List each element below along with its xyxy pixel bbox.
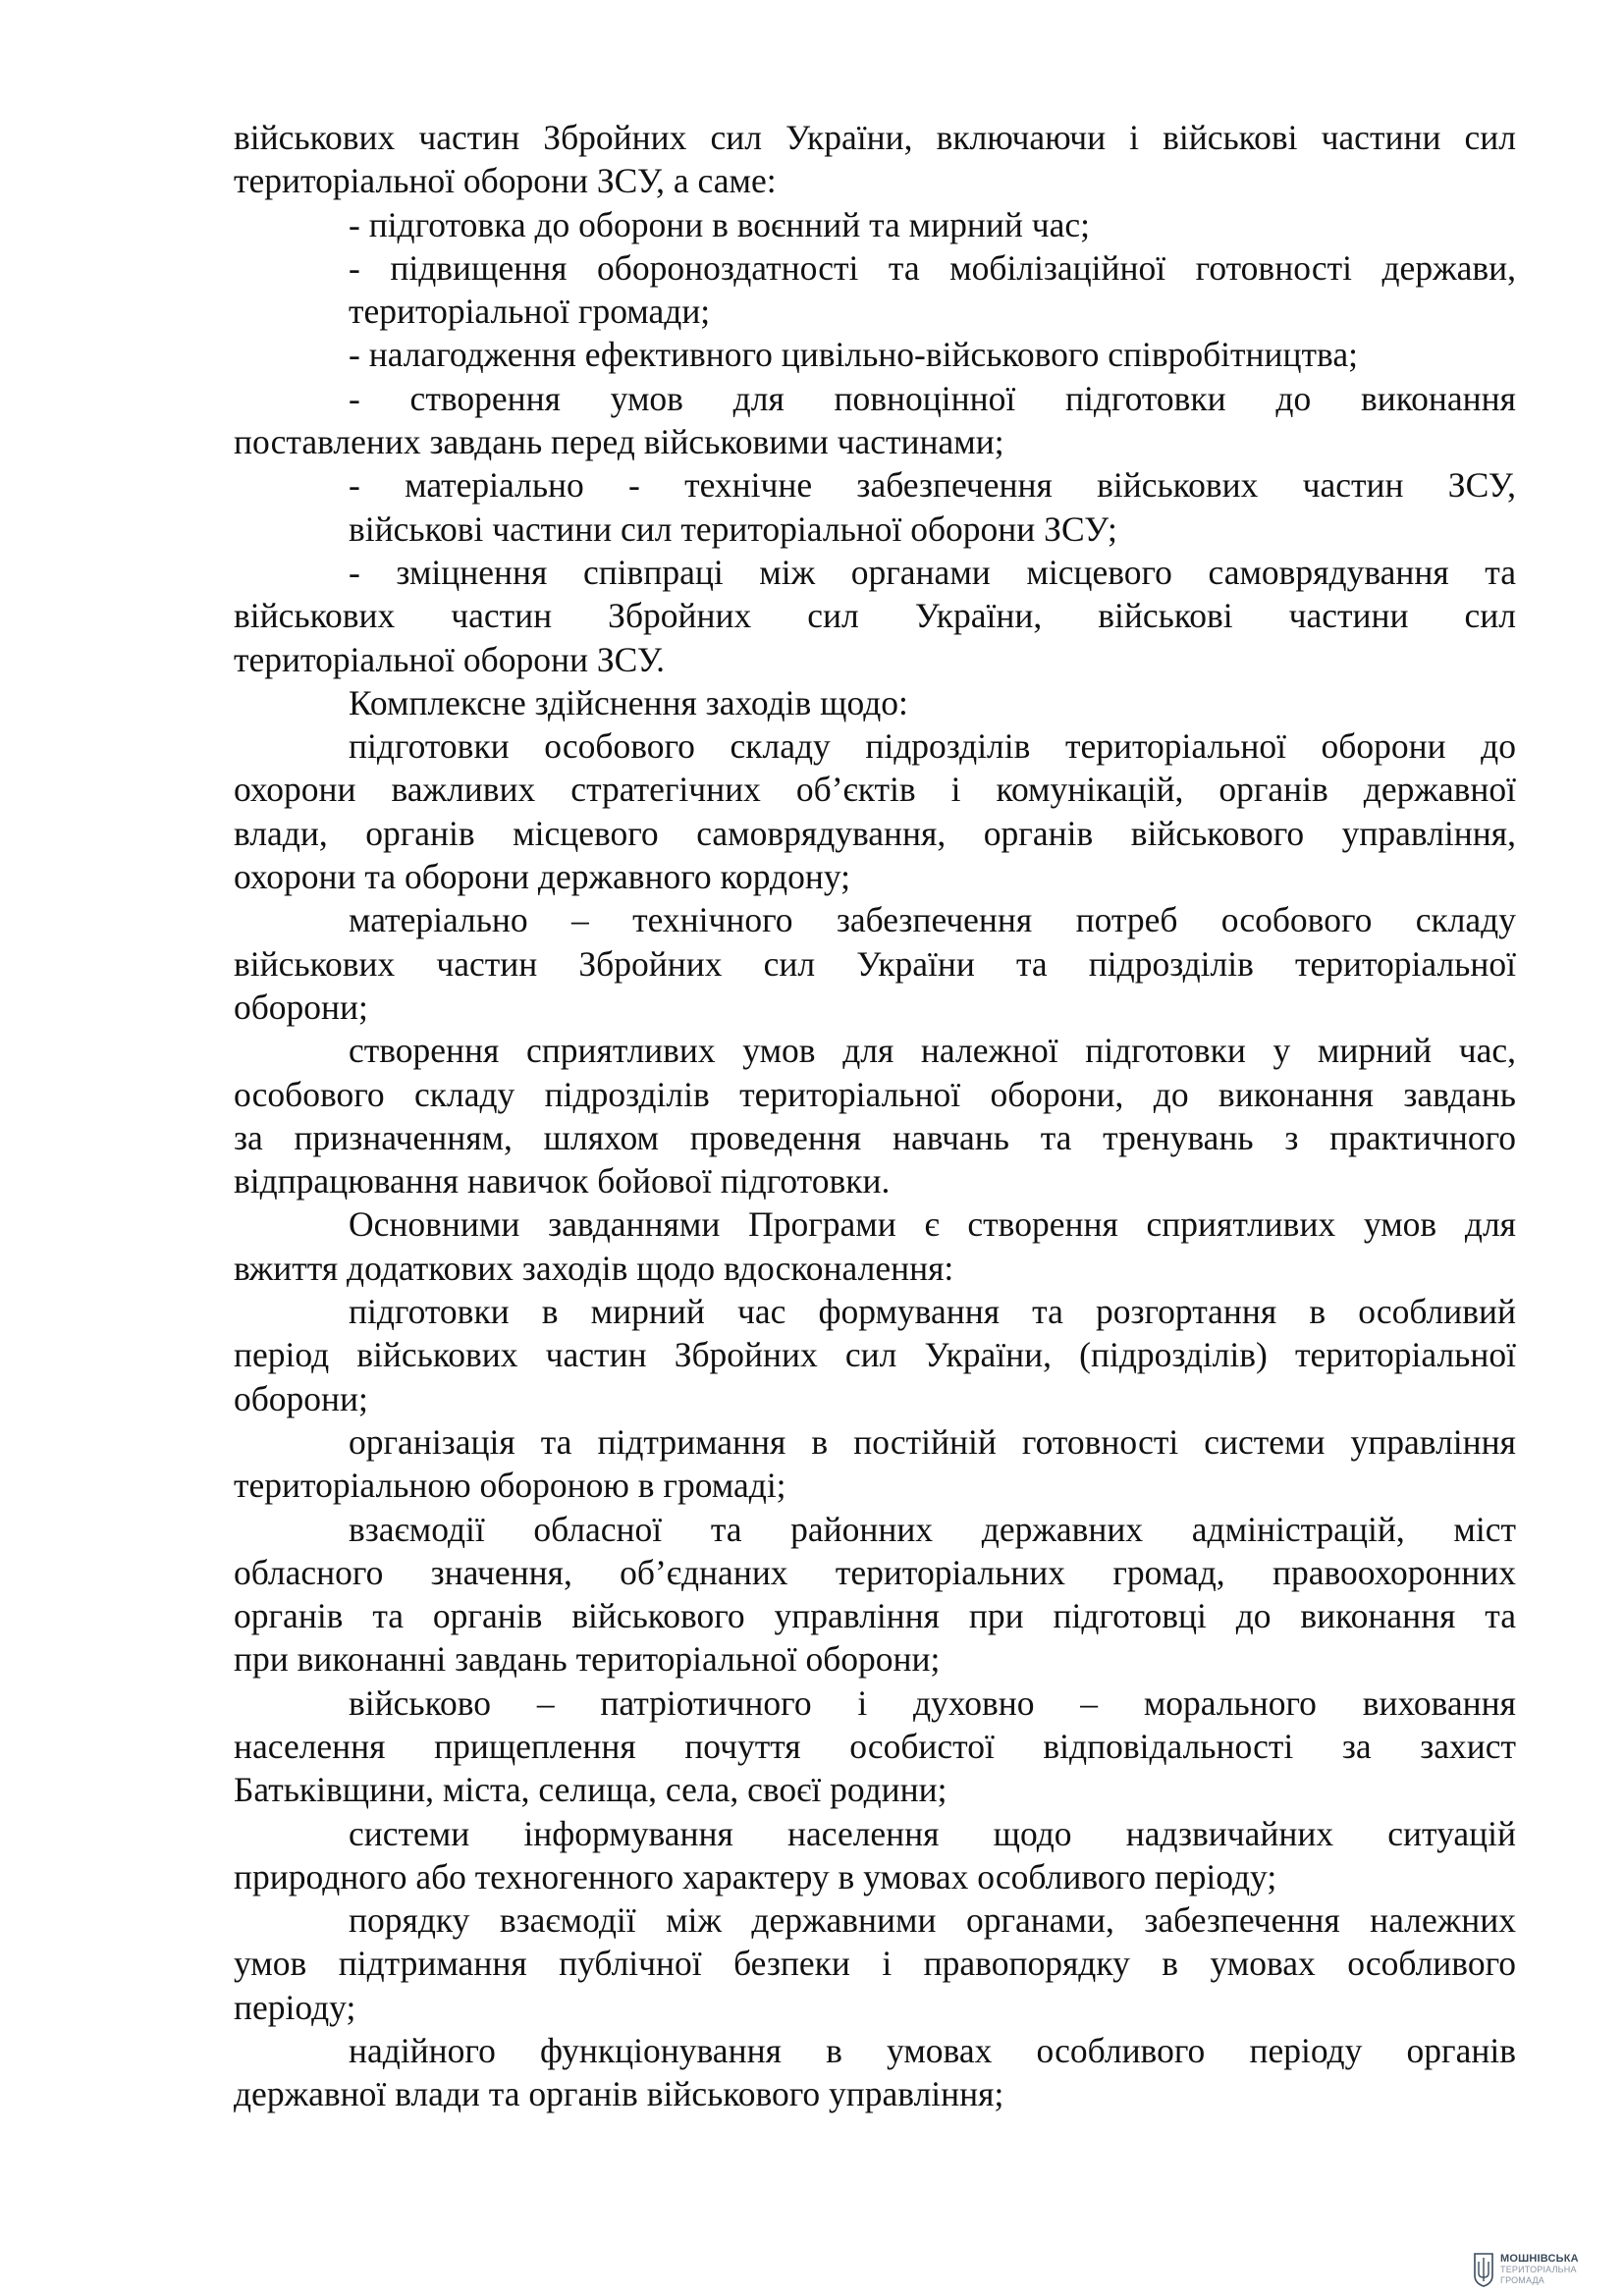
text-line: природного або техногенного характеру в умовах особливого періоду;	[234, 1856, 1277, 1896]
text-line: надійного функціонування в умовах особливого періоду органів	[349, 2031, 1516, 2071]
text-line: відпрацювання навичок бойової підготовки.	[234, 1161, 891, 1201]
trident-emblem-icon	[1473, 2252, 1494, 2287]
text-line: підготовки в мирний час формування та розгортання в особливий	[349, 1292, 1516, 1332]
text-line: - налагодження ефективного цивільно-військового співробітництва;	[349, 335, 1358, 375]
text-line: Батьківщини, міста, селища, села, своєї родини;	[234, 1770, 947, 1810]
text-line: особового складу підрозділів територіальної оборони, до виконання завдань	[234, 1074, 1516, 1114]
text-line: Комплексне здійснення заходів щодо:	[349, 682, 908, 722]
text-line: територіальної оборони ЗСУ, а саме:	[234, 161, 777, 201]
logo-sub-2: ГРОМАДА	[1500, 2274, 1544, 2285]
logo-sub-1: ТЕРИТОРІАЛЬНА	[1500, 2264, 1577, 2274]
text-line: взаємодії обласної та районних державних адміністрацій, міст	[349, 1509, 1516, 1549]
text-line: - зміцнення співпраці між органами місцевого самоврядування та	[349, 552, 1516, 592]
text-line: матеріально – технічного забезпечення потреб особового складу	[349, 900, 1516, 940]
text-line: Основними завданнями Програми є створення сприятливих умов для	[349, 1204, 1516, 1245]
logo-text	[1500, 2254, 1579, 2286]
text-line: охорони та оборони державного кордону;	[234, 857, 850, 897]
text-line: територіальної оборони ЗСУ.	[234, 639, 666, 679]
text-line: вжиття додаткових заходів щодо вдосконалення:	[234, 1248, 954, 1288]
text-line: обласного значення, об’єднаних територіальних громад, правоохоронних	[234, 1552, 1516, 1592]
text-line: військових частин Збройних сил України, військові частини сил	[234, 596, 1516, 636]
text-line: організація та підтримання в постійній готовності системи управління	[349, 1421, 1516, 1462]
text-line: - створення умов для повноцінної підготовки до виконання	[349, 378, 1516, 418]
text-line: військових частин Збройних сил України та підрозділів територіальної	[234, 943, 1516, 984]
text-line: - підготовка до оборони в воєнний та мирний час;	[349, 204, 1090, 244]
text-line: державної влади та органів військового управління;	[234, 2074, 1004, 2114]
text-line: період військових частин Збройних сил України, (підрозділів) територіальної	[234, 1335, 1516, 1375]
text-line: створення сприятливих умов для належної підготовки у мирний час,	[349, 1031, 1516, 1071]
text-line: органів та органів військового управління при підготовці до виконання та	[234, 1596, 1516, 1636]
text-line: військових частин Збройних сил України, включаючи і військові частини сил	[234, 118, 1516, 157]
text-line: поставлених завдань перед військовими частинами;	[234, 422, 1004, 462]
text-line: оборони;	[234, 987, 368, 1027]
text-line: територіальної громади;	[349, 292, 711, 332]
text-line: - матеріально - технічне забезпечення військових частин ЗСУ,	[349, 465, 1516, 506]
text-line: порядку взаємодії між державними органами, забезпечення належних	[349, 1900, 1516, 1941]
community-logo	[1473, 2248, 1610, 2291]
text-line: системи інформування населення щодо надзвичайних ситуацій	[349, 1813, 1516, 1853]
text-line: територіальною обороною в громаді;	[234, 1466, 786, 1506]
text-line: умов підтримання публічної безпеки і правопорядку в умовах особливого	[234, 1944, 1516, 1984]
logo-name: МОШНІВСЬКА	[1500, 2252, 1579, 2265]
text-line: населення прищеплення почуття особистої відповідальності за захист	[234, 1726, 1516, 1766]
text-line: за призначенням, шляхом проведення навчань та тренувань з практичного	[234, 1117, 1516, 1157]
text-line: - підвищення обороноздатності та мобілізаційної готовності держави,	[349, 247, 1516, 288]
text-line: періоду;	[234, 1987, 356, 2027]
text-line: охорони важливих стратегічних об’єктів і комунікацій, органів державної	[234, 770, 1516, 810]
text-line: оборони;	[234, 1378, 368, 1418]
document-body	[234, 116, 1516, 2116]
text-line: при виконанні завдань територіальної оборони;	[234, 1639, 941, 1680]
text-line: влади, органів місцевого самоврядування, органів військового управління,	[234, 813, 1516, 853]
text-line: військово – патріотичного і духовно – морального виховання	[349, 1682, 1516, 1723]
text-line: військові частини сил територіальної оборони ЗСУ;	[349, 508, 1117, 549]
text-line: підготовки особового складу підрозділів територіальної оборони до	[349, 726, 1516, 767]
